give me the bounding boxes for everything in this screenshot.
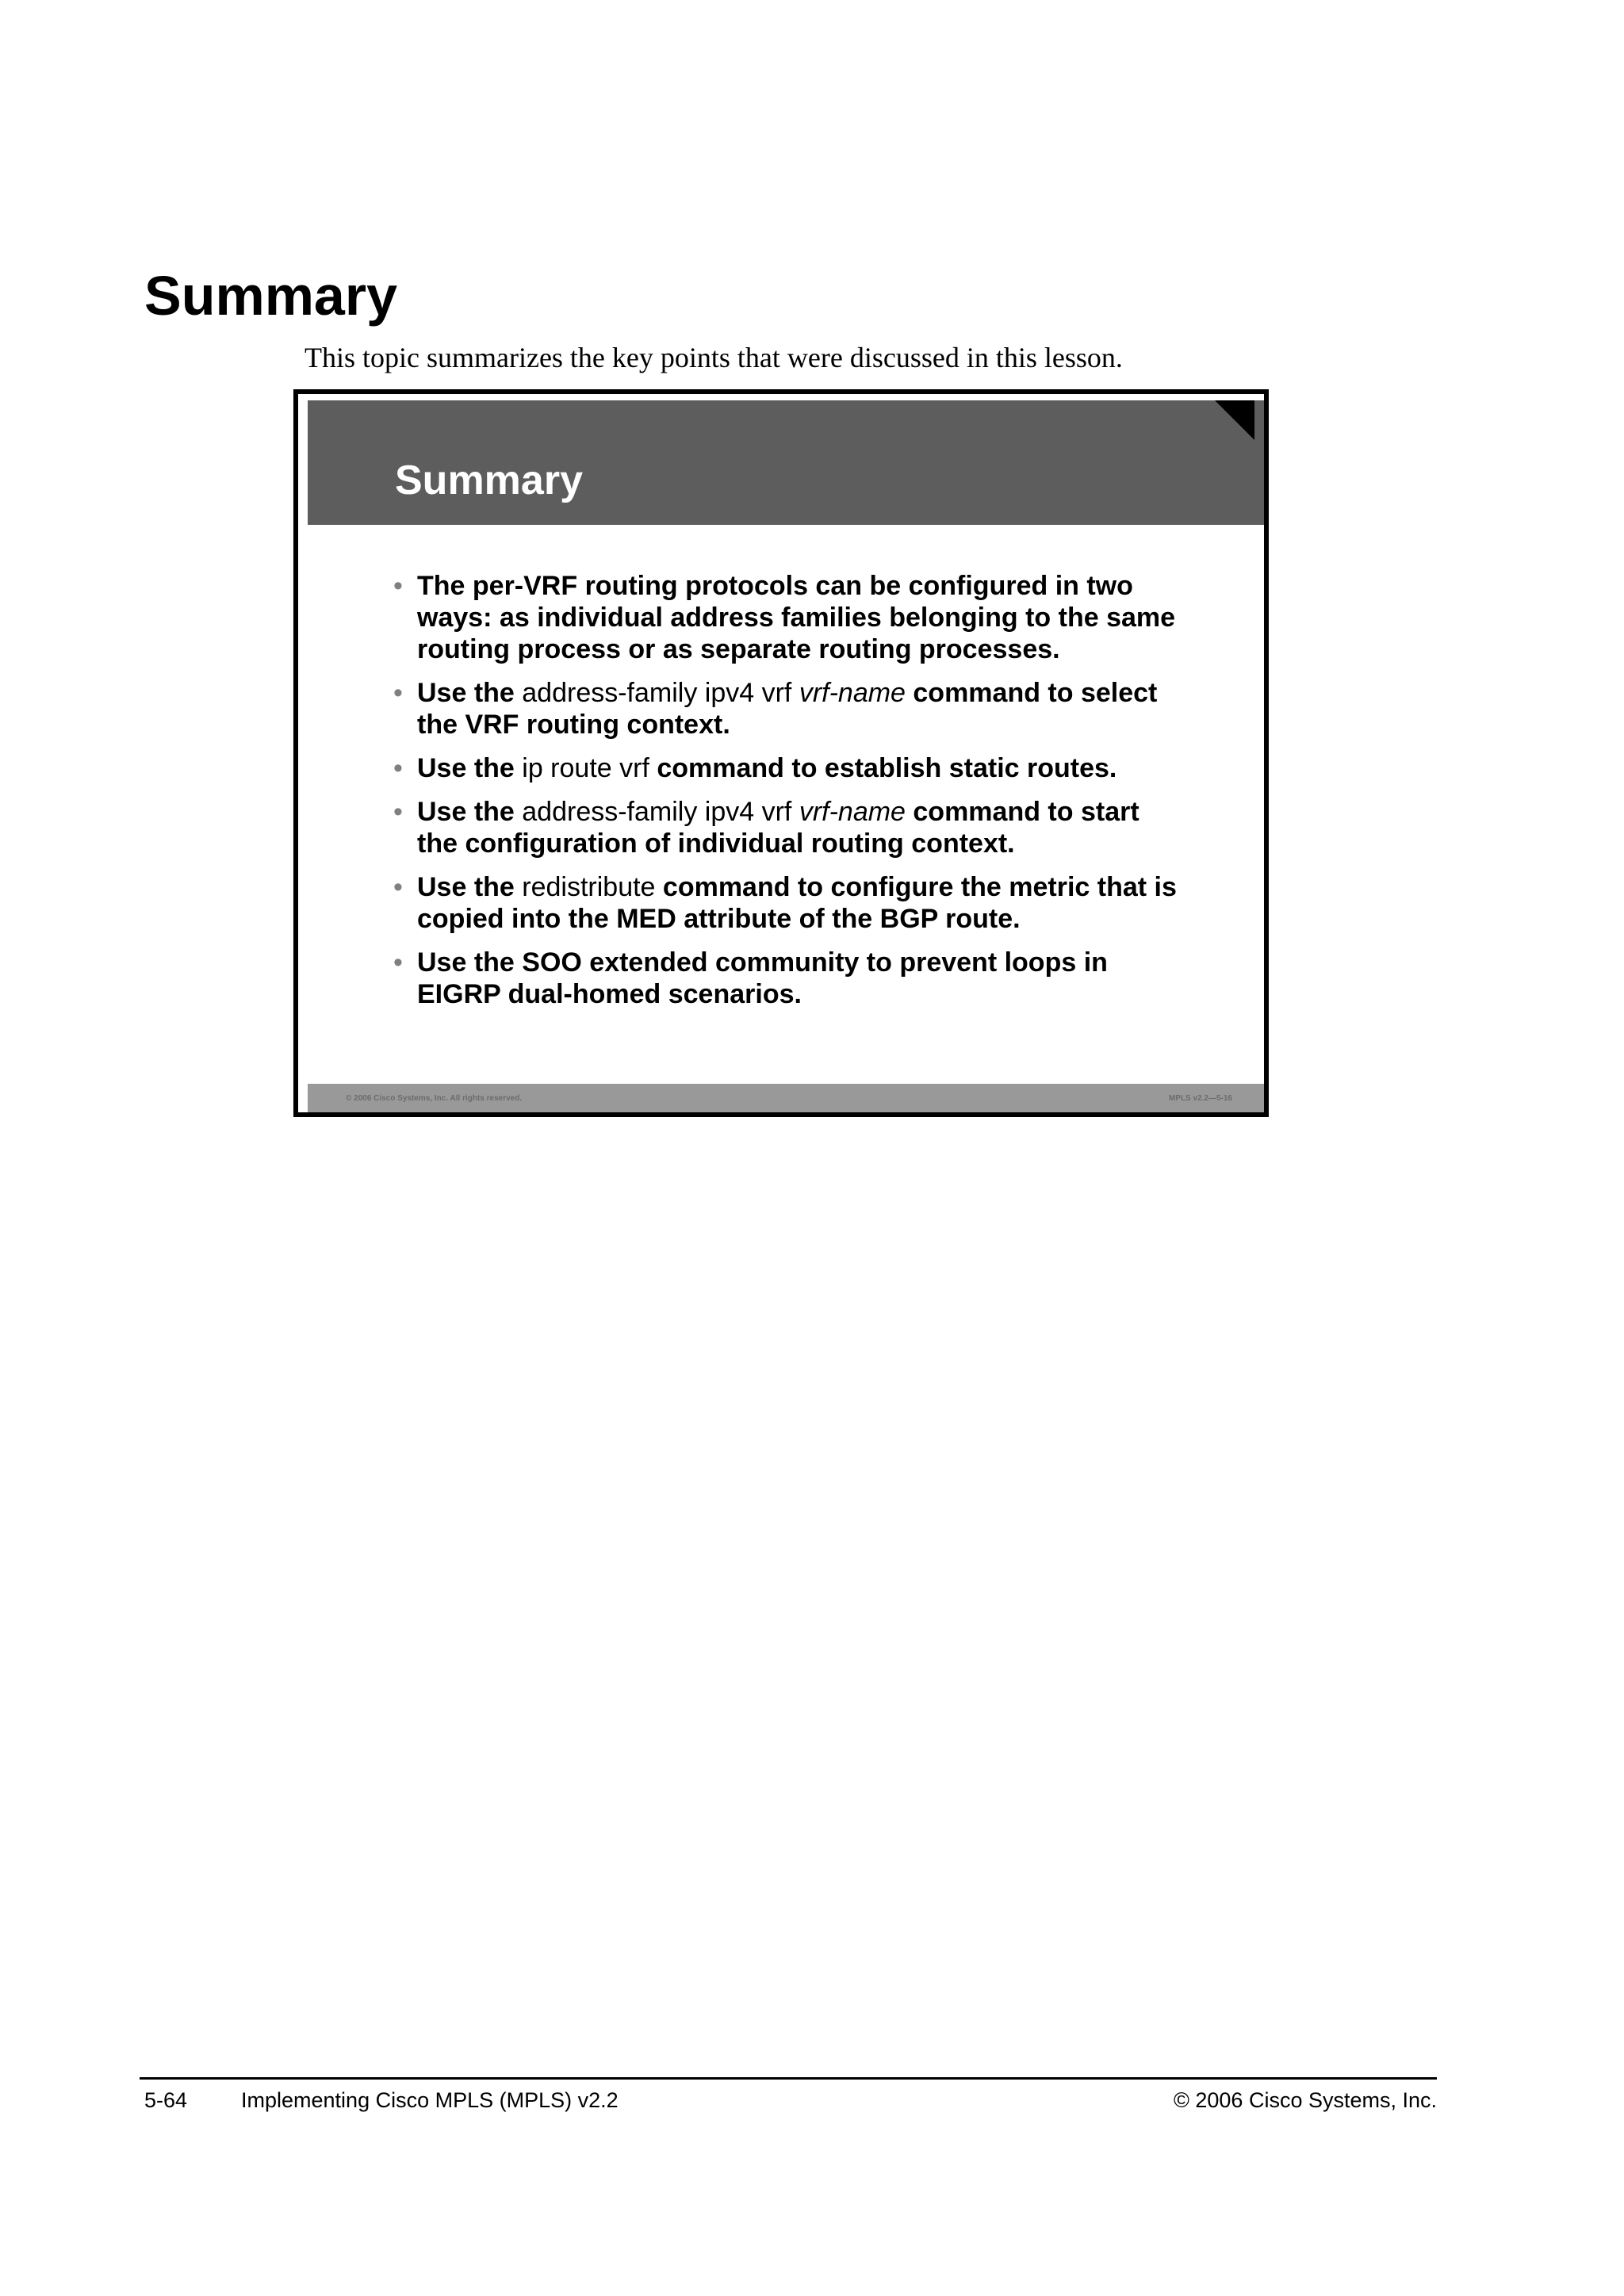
command-argument: vrf-name (799, 797, 906, 827)
corner-triangle-icon (1215, 400, 1254, 440)
slide-figure (293, 389, 1269, 1117)
command-argument: vrf-name (799, 678, 906, 708)
bullet-text (417, 753, 1116, 783)
bullet-text (417, 571, 1175, 664)
bullet-item (393, 752, 1186, 784)
bullet-segment: Use the SOO extended community to prevent loops in EIGRP dual-homed scenarios. (417, 947, 1108, 1009)
bullet-segment: Use the (417, 753, 523, 783)
footer-divider (140, 2077, 1437, 2080)
bullet-item (393, 871, 1186, 935)
command-text: redistribute (522, 872, 656, 902)
bullet-segment: command to configure the metric that is copied into the MED attribute of the BGP route. (417, 872, 1177, 934)
bullet-segment: command to start the configuration of individual routing context. (417, 797, 1139, 859)
bullet-segment: command to establish static routes. (649, 753, 1117, 783)
bullet-dot-icon: • (393, 571, 403, 601)
bullet-item (393, 677, 1186, 740)
bullet-text (417, 678, 1157, 740)
slide-title: Summary (395, 457, 583, 503)
slide-header (308, 400, 1269, 525)
bullet-text (417, 872, 1177, 934)
slide-footer-code: MPLS v2.2—5-16 (1168, 1094, 1232, 1103)
bullet-dot-icon: • (393, 753, 403, 783)
bullet-segment: Use the (417, 678, 523, 708)
bullet-list (393, 570, 1186, 1022)
bullet-segment: command to select the VRF routing context. (417, 678, 1158, 740)
slide-footer-copyright: © 2006 Cisco Systems, Inc. All rights reserved. (346, 1094, 523, 1103)
course-title: Implementing Cisco MPLS (MPLS) v2.2 (241, 2088, 619, 2112)
intro-paragraph: This topic summarizes the key points that were discussed in this lesson. (304, 342, 1123, 373)
slide-footer (308, 1084, 1269, 1114)
bullet-dot-icon: • (393, 797, 403, 827)
bullet-segment: The per-VRF routing protocols can be configured in two ways: as individual address families belonging to the same routing process or as separate routing processes. (417, 571, 1176, 664)
bullet-segment: Use the (417, 797, 523, 827)
bullet-dot-icon: • (393, 678, 403, 708)
page-number: 5-64 (144, 2088, 188, 2112)
bullet-dot-icon: • (393, 947, 403, 978)
command-text: address-family ipv4 vrf (522, 797, 799, 827)
bullet-segment: Use the (417, 872, 523, 902)
bullet-item (393, 796, 1186, 859)
bullet-text (417, 947, 1108, 1009)
bullet-dot-icon: • (393, 872, 403, 902)
page-heading: Summary (144, 265, 398, 327)
bullet-text (417, 797, 1139, 859)
bullet-item (393, 947, 1186, 1010)
command-text: ip route vrf (522, 753, 649, 783)
command-text: address-family ipv4 vrf (522, 678, 799, 708)
bullet-item (393, 570, 1186, 665)
page-copyright: © 2006 Cisco Systems, Inc. (1173, 2088, 1437, 2112)
